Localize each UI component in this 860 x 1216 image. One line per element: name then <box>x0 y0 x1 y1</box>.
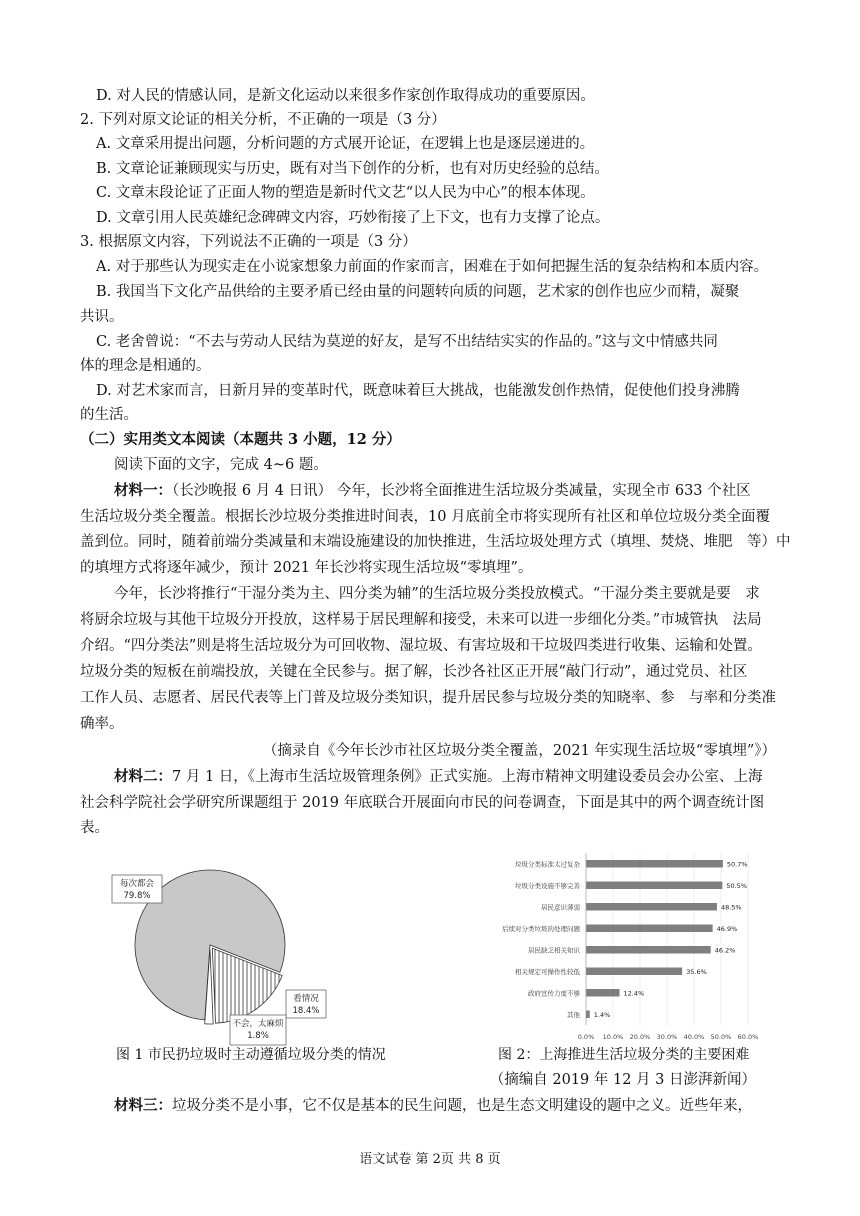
q3-option-c-line1: C. 老舍曾说：“不去与劳动人民结为莫逆的好友，是写不出结结实实的作品的。”这与文中情感共同 <box>96 334 718 350</box>
fig2-caption: 图 2：上海推进生活垃圾分类的主要困难 <box>498 1047 750 1063</box>
section-instruction: 阅读下面的文字，完成 4~6 题。 <box>114 457 328 473</box>
q3-option-c-line2: 体的理念是相通的。 <box>80 358 211 374</box>
pie-label-1: 看情况 <box>293 994 319 1004</box>
q2-option-a: A. 文章采用提出问题，分析问题的方式展开论证，在逻辑上也是逐层递进的。 <box>96 136 595 152</box>
q2-option-d: D. 文章引用人民英雄纪念碑碑文内容，巧妙衔接了上下文，也有力支撑了论点。 <box>96 210 610 226</box>
bar-value-label: 12.4% <box>623 989 645 998</box>
material1-p2-line2: 将厨余垃圾与其他干垃圾分开投放，这样易于居民理解和接受，未来可以进一步细化分类。”市城管执 法局 <box>80 612 762 628</box>
pie-value-label-0: 79.8% <box>123 891 151 901</box>
bar-value-label: 1.4% <box>593 1010 611 1019</box>
material1-p2-line1: 今年，长沙将推行“干湿分类为主、四分类为辅”的生活垃圾分类投放模式。“干湿分类主要就是要 求 <box>114 586 760 602</box>
pie-chart <box>90 835 350 1060</box>
material3-label: 材料三： <box>114 1097 172 1114</box>
bar-value-label: 50.7% <box>726 860 748 869</box>
q2-option-b: B. 文章论证兼顾现实与历史，既有对当下创作的分析，也有对历史经验的总结。 <box>96 161 609 177</box>
material3-line1 <box>114 1096 752 1116</box>
material1-text: （长沙晚报 6 月 4 日讯） 今年，长沙将全面推进生活垃圾分类减量，实现全市 633 个社区 <box>172 483 751 499</box>
material2-label: 材料二： <box>114 768 172 785</box>
q3-option-b-line2: 共识。 <box>80 309 124 325</box>
material1-p2-line4: 垃圾分类的短板在前端投放，关键在全民参与。据了解，长沙各社区正开展“敲门行动”，通过党员、社区 <box>80 664 748 680</box>
bar-mark <box>586 882 722 890</box>
q3-stem: 3. 根据原文内容，下列说法不正确的一项是（3 分） <box>80 234 417 250</box>
bar-x-tick-label: 60.0% <box>737 1033 759 1041</box>
material2-line2: 社会科学院社会学研究所课题组于 2019 年底联合开展面向市民的问卷调查，下面是其中的两个调查统计图 <box>80 795 765 811</box>
bar-mark <box>586 903 717 911</box>
fig1-caption: 图 1 市民扔垃圾时主动遵循垃圾分类的情况 <box>116 1047 386 1063</box>
q2-option-c: C. 文章末段论证了正面人物的塑造是新时代文艺“以人民为中心”的根本体现。 <box>96 185 595 201</box>
bar-x-tick-label: 30.0% <box>656 1033 678 1041</box>
q3-option-b-line1: B. 我国当下文化产品供给的主要矛盾已经由量的问题转向质的问题，艺术家的创作也应少而精，凝聚 <box>96 284 740 300</box>
material2-text: 7 月 1 日，《上海市生活垃圾管理条例》正式实施。上海市精神文明建设委员会办公室、上海 <box>172 769 763 785</box>
bar-value-label: 50.5% <box>726 881 748 890</box>
bar-x-tick-label: 0.0% <box>577 1033 595 1041</box>
bar-category-label: 居民意识薄弱 <box>541 903 580 912</box>
bar-x-tick-label: 10.0% <box>602 1033 624 1041</box>
bar-category-label: 政府宣传力度不够 <box>528 989 580 998</box>
bar-category-label: 垃圾分类标准太过复杂 <box>515 860 580 869</box>
q2-stem: 2. 下列对原文论证的相关分析，不正确的一项是（3 分） <box>80 112 446 128</box>
material1-p2-line3: 介绍。“四分类法”则是将生活垃圾分为可回收物、湿垃圾、有害垃圾和干垃圾四类进行收集、运输和处置。 <box>80 638 762 654</box>
bar-category-label: 垃圾分类设施不够完善 <box>515 881 580 890</box>
bar-value-label: 48.5% <box>720 903 742 912</box>
bar-value-label: 35.6% <box>686 967 707 976</box>
bar-mark <box>586 860 723 868</box>
bar-category-label: 后续对分类垃圾的处理问题 <box>502 924 580 933</box>
material3-text: 垃圾分类不是小事，它不仅是基本的民生问题，也是生态文明建设的题中之义。近些年来， <box>172 1098 752 1114</box>
bar-mark <box>586 946 711 954</box>
material1-line4: 的填埋方式将逐年减少，预计 2021 年长沙将实现生活垃圾“零填埋”。 <box>80 560 533 576</box>
section-heading: （二）实用类文本阅读（本题共 3 小题，12 分） <box>80 431 401 448</box>
bar-value-label: 46.9% <box>716 924 738 933</box>
material2-line1 <box>114 767 763 787</box>
q3-option-d-line1: D. 对艺术家而言，日新月异的变革时代，既意味着巨大挑战，也能激发创作热情，促使他们投身沸腾 <box>96 383 740 399</box>
material2-line3: 表。 <box>80 820 109 836</box>
bar-chart <box>480 845 790 1045</box>
material1-line3: 盖到位。同时，随着前端分类减量和末端设施建设的加快推进，生活垃圾处理方式（填埋、焚烧、堆肥 等）中 <box>80 534 791 550</box>
q3-option-a: A. 对于那些认为现实走在小说家想象力前面的作家而言，困难在于如何把握生活的复杂结构和本质内容。 <box>96 259 769 275</box>
material1-label: 材料一： <box>114 482 172 499</box>
bar-value-label: 46.2% <box>714 946 736 955</box>
bar-x-tick-label: 40.0% <box>683 1033 705 1041</box>
bar-x-tick-label: 50.0% <box>710 1033 732 1041</box>
material2-source: （摘编自 2019 年 12 月 3 日澎湃新闻） <box>489 1072 756 1088</box>
bar-category-label: 其他 <box>567 1010 580 1019</box>
material1-source: （摘录自《今年长沙市社区垃圾分类全覆盖，2021 年实现生活垃圾“零填埋”》） <box>262 743 776 759</box>
bar-category-label: 居民缺乏相关知识 <box>528 946 580 955</box>
bar-mark <box>586 989 619 997</box>
pie-label-0: 每次都会 <box>119 879 155 889</box>
material1-line2: 生活垃圾分类全覆盖。根据长沙垃圾分类推进时间表，10 月底前全市将实现所有社区和单位垃圾分类全面覆 <box>80 509 771 525</box>
material1-p2-line6: 确率。 <box>80 716 124 732</box>
pie-value-label-2: 1.8% <box>247 1031 269 1041</box>
bar-category-label: 相关规定可操作性较低 <box>515 967 580 976</box>
bar-x-tick-label: 20.0% <box>629 1033 651 1041</box>
charts-area <box>90 835 790 1060</box>
bar-mark <box>586 925 713 933</box>
material1-p2-line5: 工作人员、志愿者、居民代表等上门普及垃圾分类知识，提升居民参与垃圾分类的知晓率、参 与率和分类准 <box>80 690 776 706</box>
bar-mark <box>586 968 682 976</box>
q3-option-d-line2: 的生活。 <box>80 407 138 423</box>
bar-mark <box>586 1011 590 1019</box>
q1-option-d: D. 对人民的情感认同，是新文化运动以来很多作家创作取得成功的重要原因。 <box>96 88 595 104</box>
pie-value-label-1: 18.4% <box>292 1006 320 1016</box>
pie-label-2: 不会，太麻烦 <box>232 1019 284 1029</box>
material1-line1 <box>114 481 751 501</box>
page-footer: 语文试卷 第 2页 共 8 页 <box>359 1152 501 1167</box>
